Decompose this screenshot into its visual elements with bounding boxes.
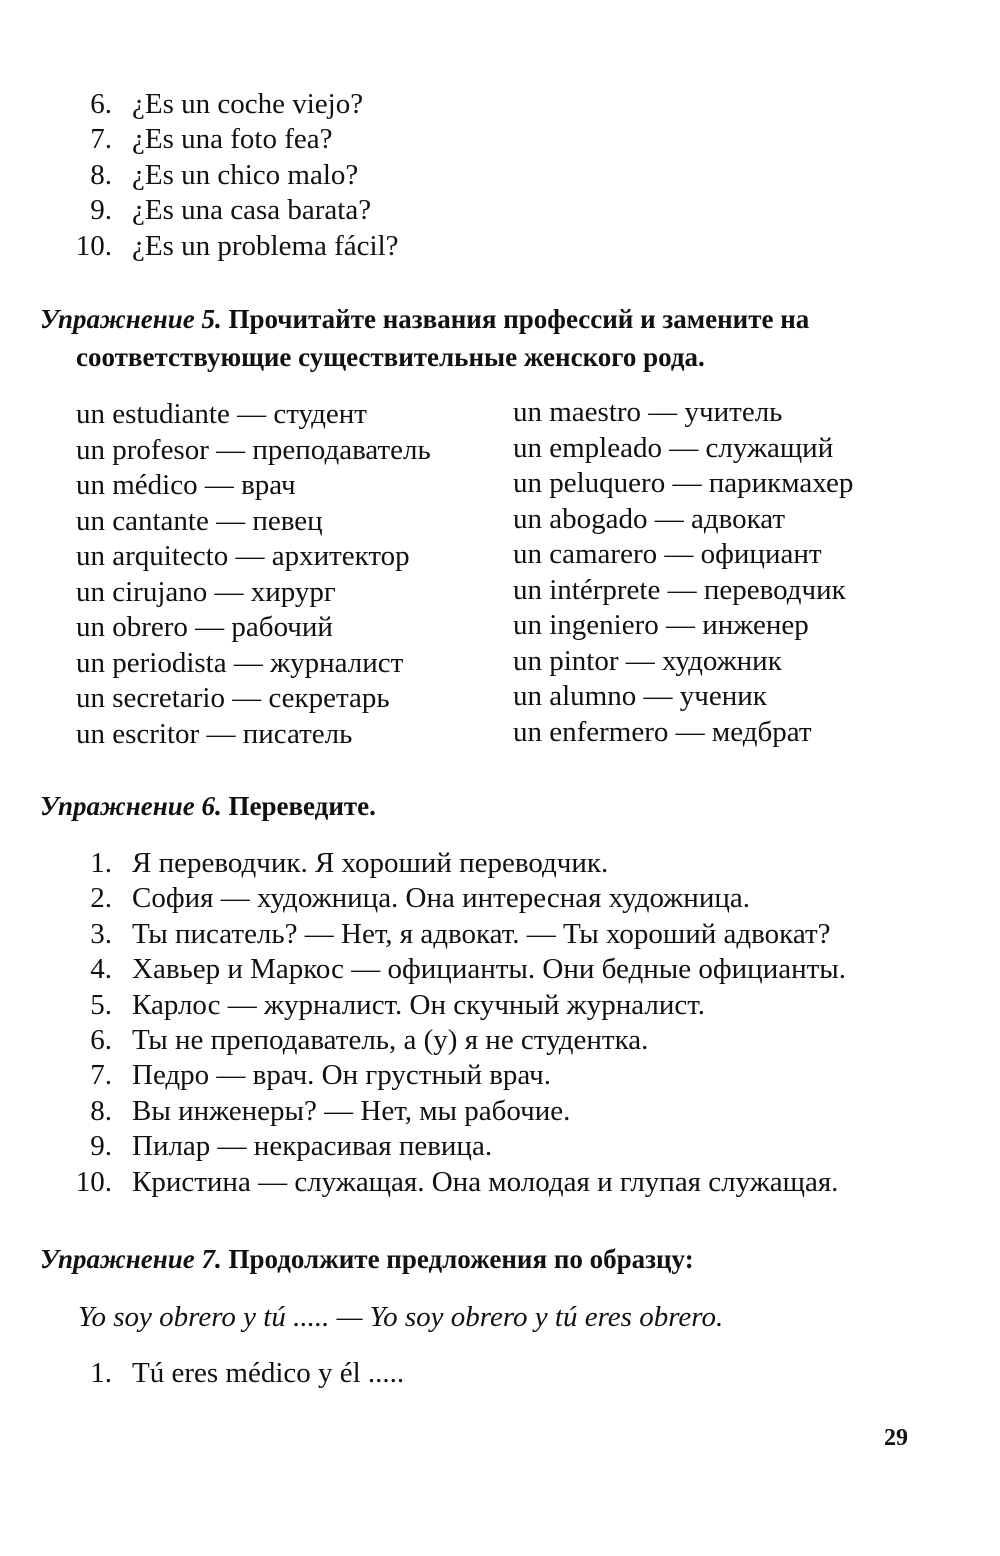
vocab-entry: un ingeniero — инженер: [513, 609, 809, 641]
vocab-entry: un abogado — адвокат: [513, 502, 786, 535]
list-item: 10. Кристина — служащая. Она молодая и глупая служащая.: [75, 1165, 839, 1198]
exercise-5-instruction-line1: Прочитайте названия профессий и замените на: [228, 304, 810, 334]
vocab-entry: un intérprete — переводчик: [513, 573, 846, 606]
list-item: 9. ¿Es una casa barata?: [90, 194, 372, 227]
list-item: 9. Пилар — некрасивая певица.: [90, 1130, 493, 1163]
vocab-entry: un cirujano — хирург: [76, 575, 336, 608]
vocab-left-column: [76, 397, 431, 752]
list-item: 8. Вы инженеры? — Нет, мы рабочие.: [90, 1094, 571, 1127]
list-item: 4. Хавьер и Маркос — официанты. Они бедные официанты.: [90, 953, 847, 986]
list-item: 6. Ты не преподаватель, а (у) я не студентка.: [90, 1024, 649, 1057]
vocab-entry: un escritor — писатель: [76, 717, 353, 750]
page-number: 29: [884, 1425, 908, 1451]
exercise-7-label: Упражнение 7.: [40, 1244, 222, 1274]
vocab-entry: un arquitecto — архитектор: [76, 540, 410, 572]
list-item: 8. ¿Es un chico malo?: [90, 158, 359, 191]
translation-list: [70, 846, 846, 1200]
vocab-entry: un alumno — ученик: [513, 680, 767, 712]
list-item: 6. ¿Es un coche viejo?: [90, 88, 364, 120]
vocab-entry: un médico — врач: [76, 469, 296, 501]
list-item: 10. ¿Es un problema fácil?: [75, 229, 399, 262]
exercise-7-example: Yo soy obrero y tú ..... — Yo soy obrero y tú eres obrero.: [78, 1301, 724, 1333]
exercise-7-heading: [40, 1240, 960, 1278]
vocab-entry: un cantante — певец: [76, 504, 323, 537]
vocab-entry: un peluquero — парикмахер: [513, 467, 854, 499]
list-item: 7. ¿Es una foto fea?: [90, 123, 333, 156]
vocab-entry: un secretario — секретарь: [76, 682, 390, 714]
exercise-5-heading: [40, 300, 960, 376]
list-item: 1. Я переводчик. Я хороший переводчик.: [90, 847, 609, 879]
list-item: 3. Ты писатель? — Нет, я адвокат. — Ты хороший адвокат?: [90, 917, 831, 950]
vocab-entry: un empleado — служащий: [513, 431, 834, 464]
list-item: 1. Tú eres médico y él .....: [90, 1357, 405, 1389]
vocab-entry: un camarero — официант: [513, 538, 822, 570]
vocab-entry: un pintor — художник: [513, 644, 782, 677]
vocab-entry: un periodista — журналист: [76, 646, 404, 679]
vocab-entry: un estudiante — студент: [76, 398, 367, 430]
exercise-5-label: Упражнение 5.: [40, 304, 222, 334]
exercise-6-label: Упражнение 6.: [40, 791, 222, 821]
vocab-right-column: [513, 395, 853, 750]
exercise-6-instruction: Переведите.: [228, 791, 376, 821]
question-list: [70, 87, 399, 264]
exercise-7-list: [70, 1356, 404, 1391]
vocab-entry: un maestro — учитель: [513, 396, 783, 428]
list-item: 7. Педро — врач. Он грустный врач.: [90, 1059, 551, 1092]
exercise-7-instruction: Продолжите предложения по образцу:: [228, 1244, 694, 1274]
list-item: 2. София — художница. Она интересная художница.: [90, 882, 750, 915]
list-item: 5. Карлос — журналист. Он скучный журналист.: [90, 988, 705, 1021]
vocab-entry: un profesor — преподаватель: [76, 433, 431, 466]
exercise-5-instruction-line2: соответствующие существительные женского рода.: [76, 342, 705, 372]
vocab-entry: un obrero — рабочий: [76, 611, 333, 643]
exercise-6-heading: [40, 787, 960, 825]
vocab-entry: un enfermero — медбрат: [513, 715, 812, 748]
